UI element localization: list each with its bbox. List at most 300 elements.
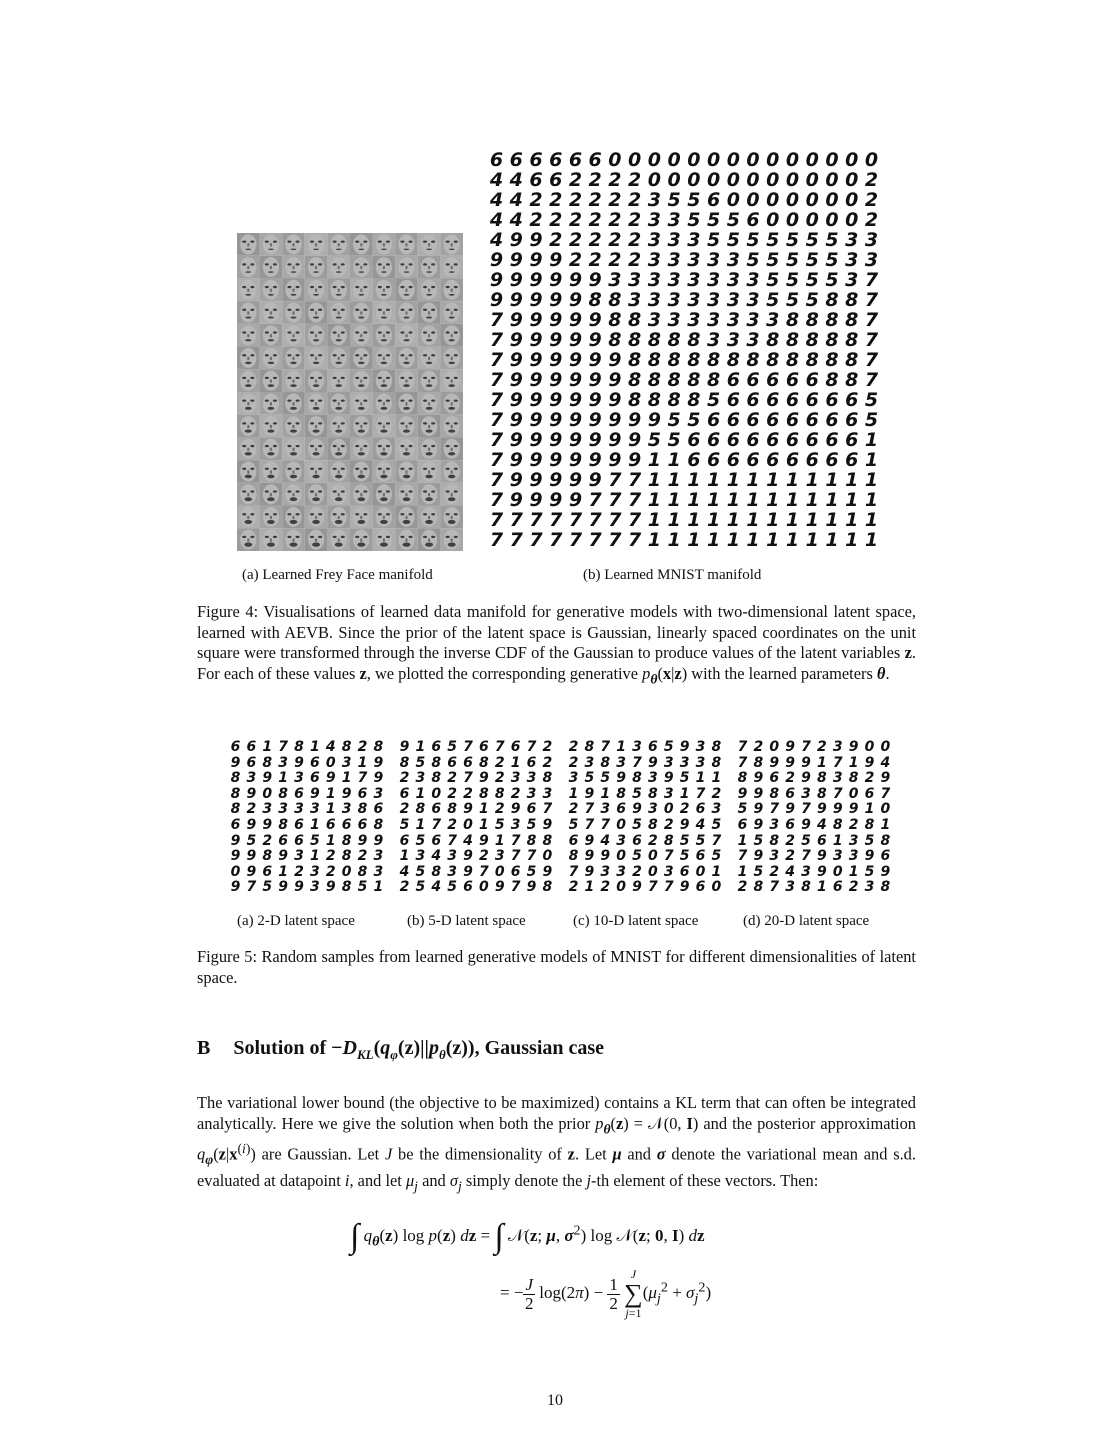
face-tile [350,528,373,551]
sample-digit: 8 [373,816,384,833]
face-tile [327,301,350,324]
mnist-digit: 9 [549,329,563,351]
sample-digit: 6 [817,832,827,849]
mnist-digit: 9 [647,409,661,431]
mnist-digit: 9 [509,469,523,491]
sample-digit: 8 [230,785,241,802]
face-tile [418,347,441,370]
mnist-digit: 9 [588,349,602,371]
mnist-digit: 4 [509,189,523,211]
face-tile [418,506,441,529]
mnist-digit: 7 [628,469,642,491]
mnist-digit: 1 [825,509,839,531]
mnist-grid-row [487,310,881,330]
sample-digit: 2 [600,879,611,896]
sample-digit: 6 [399,785,410,802]
sample-digit: 9 [679,739,690,755]
sample-digit: 3 [373,785,384,802]
mnist-digit: 0 [667,149,681,171]
face-tile [373,392,396,415]
mnist-digit: 5 [805,229,819,251]
sample-row [566,740,724,756]
sample-digit: 1 [568,785,579,802]
sample-digit: 9 [230,879,241,896]
face-tile [440,460,463,483]
sample-digit: 2 [679,801,690,818]
sample-row [228,802,386,818]
mnist-digit: 5 [864,389,879,411]
face-tile [373,278,396,301]
sample-digit: 1 [679,785,690,802]
mnist-digit: 3 [687,249,701,271]
sample-digit: 3 [864,879,875,896]
face-tile [237,460,260,483]
sample-digit: 9 [373,770,384,787]
face-tile [260,278,283,301]
mnist-digit: 7 [489,509,504,531]
mnist-digit: 6 [588,149,602,171]
mnist-digit: 9 [509,429,523,451]
sample-digit: 8 [278,785,288,802]
mnist-digit: 9 [568,429,583,451]
mnist-digit: 0 [805,169,819,191]
face-tile [440,301,463,324]
mnist-digit: 1 [667,529,681,551]
sample-digit: 6 [357,785,368,802]
mnist-digit: 9 [529,429,543,451]
mnist-digit: 5 [805,269,819,291]
figure4-subcaption-b: (b) Learned MNIST manifold [583,567,762,583]
mnist-digit: 3 [687,269,701,291]
mnist-digit: 3 [687,309,701,331]
mnist-digit: 2 [549,229,563,251]
sample-digit: 9 [341,785,352,802]
sample-digit: 9 [817,801,827,818]
sample-digit: 4 [431,848,442,865]
mnist-digit: 0 [825,209,839,231]
mnist-digit: 3 [667,209,681,231]
mnist-digit: 9 [588,329,602,351]
face-tile [305,483,328,506]
sample-digit: 1 [817,879,827,896]
sample-digit: 4 [695,816,706,833]
sample-digit: 3 [663,785,674,802]
sample-digit: 7 [357,770,368,787]
sample-digit: 6 [431,801,442,818]
mnist-digit: 1 [706,509,721,531]
mnist-digit: 5 [805,249,819,271]
sample-digit: 6 [310,770,320,787]
face-tile [373,301,396,324]
sample-digit: 9 [679,879,690,896]
mnist-digit: 6 [687,429,701,451]
sample-digit: 3 [294,848,304,865]
face-tile [373,528,396,551]
face-tile [327,528,350,551]
sample-digit: 1 [415,816,426,833]
sample-row [397,834,555,850]
sample-digit: 3 [447,848,457,865]
sample-digit: 3 [832,848,843,865]
mnist-digit: 6 [785,449,800,471]
mnist-digit: 1 [805,489,819,511]
sample-digit: 2 [663,816,674,833]
mnist-digit: 7 [608,469,622,491]
sample-digit: 3 [568,770,579,787]
sample-digit: 6 [479,739,489,755]
face-tile [237,392,260,415]
sample-digit: 7 [278,739,288,755]
sample-digit: 1 [310,739,320,755]
face-tile [282,233,305,256]
sample-row [735,756,893,772]
mnist-digit: 6 [746,389,760,411]
sample-digit: 0 [616,816,626,833]
mnist-digit: 0 [746,149,760,171]
mnist-digit: 9 [588,269,602,291]
face-tile [237,483,260,506]
sample-digit: 5 [600,770,611,787]
sample-digit: 2 [447,785,457,802]
face-tile [305,233,328,256]
sample-digit: 9 [526,879,537,896]
mnist-digit: 3 [726,309,740,331]
sample-digit: 9 [753,816,764,833]
sample-digit: 3 [711,801,722,818]
sample-digit: 5 [679,848,690,865]
mnist-digit: 3 [726,329,740,351]
sample-digit: 5 [753,832,764,849]
mnist-digit: 2 [608,249,622,271]
mnist-digit: 1 [687,529,701,551]
mnist-digit: 8 [667,349,681,371]
mnist-digit: 7 [864,369,879,391]
mnist-digit: 3 [647,209,661,231]
mnist-digit: 0 [845,149,859,171]
mnist-digit: 0 [766,149,780,171]
face-tile [440,233,463,256]
mnist-digit: 1 [785,469,800,491]
mnist-digit: 9 [549,249,563,271]
mnist-digit: 0 [845,169,859,191]
face-tile [350,347,373,370]
mnist-digit: 3 [864,249,879,271]
mnist-digit: 1 [667,489,681,511]
mnist-digit: 1 [845,509,859,531]
mnist-digit: 8 [647,329,661,351]
mnist-grid-row [487,430,881,450]
mnist-digit: 6 [706,409,721,431]
sample-digit: 6 [864,785,875,802]
sample-digit: 8 [341,848,352,865]
mnist-digit: 9 [628,429,642,451]
mnist-digit: 9 [588,369,602,391]
sample-digit: 9 [479,770,489,787]
sample-digit: 8 [542,832,553,849]
sample-digit: 6 [785,785,795,802]
sample-digit: 1 [832,832,843,849]
sample-digit: 5 [262,879,273,896]
mnist-digit: 8 [687,389,701,411]
sample-digit: 7 [663,848,674,865]
mnist-digit: 1 [706,469,721,491]
mnist-digit: 1 [726,489,740,511]
mnist-grid-row [487,250,881,270]
mnist-digit: 1 [845,489,859,511]
sample-digit: 3 [542,785,553,802]
sample-digit: 7 [246,879,257,896]
face-tile [350,392,373,415]
sample-digit: 5 [632,785,642,802]
face-tile [440,415,463,438]
mnist-digit: 2 [529,209,543,231]
sample-digit: 8 [526,832,537,849]
sample-digit: 9 [278,879,288,896]
mnist-digit: 2 [588,189,602,211]
mnist-digit: 6 [489,149,504,171]
mnist-digit: 1 [726,469,740,491]
face-tile [282,483,305,506]
mnist-digit: 7 [489,329,504,351]
mnist-digit: 1 [667,509,681,531]
mnist-digit: 8 [608,329,622,351]
face-tile [440,506,463,529]
mnist-digit: 5 [785,249,800,271]
sample-digit: 7 [632,754,642,771]
mnist-digit: 7 [568,529,583,551]
face-tile [305,324,328,347]
face-tile [260,256,283,279]
mnist-digit: 9 [568,289,583,311]
sample-digit: 7 [600,816,611,833]
mnist-digit: 8 [825,329,839,351]
mnist-digit: 2 [608,209,622,231]
sample-digit: 2 [325,848,336,865]
face-tile [260,415,283,438]
mnist-digit: 7 [489,409,504,431]
sample-digit: 9 [880,863,891,880]
face-tile [418,437,441,460]
mnist-digit: 9 [529,329,543,351]
sample-digit: 5 [695,832,706,849]
mnist-digit: 3 [766,309,780,331]
mnist-digit: 9 [568,389,583,411]
sample-digit: 9 [278,848,288,865]
sample-digit: 7 [584,816,595,833]
sample-digit: 1 [848,863,859,880]
sample-digit: 4 [817,816,827,833]
mnist-digit: 7 [489,389,504,411]
sample-digit: 5 [494,816,505,833]
mnist-digit: 7 [489,489,504,511]
mnist-digit: 6 [726,369,740,391]
mnist-digit: 9 [509,289,523,311]
mnist-digit: 3 [845,229,859,251]
sample-digit: 9 [737,785,748,802]
face-tile [327,483,350,506]
mnist-digit: 6 [726,409,740,431]
mnist-digit: 5 [766,229,780,251]
sample-digit: 6 [310,754,320,771]
mnist-digit: 6 [746,449,760,471]
sample-digit: 3 [526,770,537,787]
mnist-digit: 1 [864,509,879,531]
mnist-digit: 0 [766,169,780,191]
mnist-digit: 6 [746,429,760,451]
sample-digit: 9 [399,739,410,755]
sample-digit: 1 [737,832,748,849]
face-tile [260,301,283,324]
mnist-digit: 6 [845,429,859,451]
sample-digit: 4 [399,863,410,880]
face-tile [373,437,396,460]
sample-digit: 2 [769,863,780,880]
mnist-digit: 6 [687,449,701,471]
mnist-digit: 9 [568,329,583,351]
sample-digit: 8 [479,785,489,802]
mnist-digit: 9 [608,449,622,471]
sample-digit: 6 [431,832,442,849]
sample-digit: 6 [463,879,473,896]
mnist-grid-row [487,150,881,170]
face-tile [237,506,260,529]
sample-digit: 9 [753,785,764,802]
mnist-digit: 3 [667,289,681,311]
mnist-digit: 9 [588,469,602,491]
mnist-digit: 3 [667,229,681,251]
mnist-digit: 5 [667,189,681,211]
sample-digit: 8 [230,801,241,818]
mnist-digit: 3 [647,249,661,271]
sample-digit: 3 [341,801,352,818]
sample-digit: 8 [357,863,368,880]
mnist-digit: 2 [568,169,583,191]
sample-digit: 9 [262,816,273,833]
sample-row [397,787,555,803]
sample-digit: 9 [325,770,336,787]
mnist-digit: 3 [628,269,642,291]
mnist-digit: 9 [549,269,563,291]
sample-digit: 8 [373,739,384,755]
sample-row [397,740,555,756]
mnist-digit: 8 [706,369,721,391]
face-tile [395,415,418,438]
sample-row [397,802,555,818]
sample-digit: 9 [357,832,368,849]
face-tile [282,392,305,415]
face-tile [327,460,350,483]
mnist-digit: 7 [489,349,504,371]
figure5-subcaption-a: (a) 2-D latent space [237,913,355,929]
sample-digit: 6 [373,801,384,818]
sample-digit: 3 [679,754,690,771]
sample-digit: 8 [769,785,780,802]
face-tile [260,437,283,460]
sample-digit: 2 [357,739,368,755]
sample-digit: 8 [278,816,288,833]
sample-digit: 9 [463,863,473,880]
sample-digit: 9 [801,770,811,787]
face-tile [327,415,350,438]
sample-digit: 2 [737,879,748,896]
mnist-digit: 1 [766,509,780,531]
sample-digit: 2 [399,879,410,896]
sample-digit: 5 [568,816,579,833]
sample-digit: 9 [262,770,273,787]
sample-digit: 9 [479,832,489,849]
sample-row [735,740,893,756]
sample-digit: 2 [711,785,722,802]
mnist-digit: 9 [549,349,563,371]
mnist-digit: 7 [628,529,642,551]
sample-digit: 6 [294,785,304,802]
sample-digit: 3 [648,770,658,787]
mnist-digit: 7 [549,509,563,531]
mnist-grid-row [487,190,881,210]
sample-digit: 9 [294,879,304,896]
mnist-digit: 2 [864,189,879,211]
sample-row [735,802,893,818]
sample-row [566,787,724,803]
figure5-subcaption-c: (c) 10-D latent space [573,913,699,929]
mnist-digit: 0 [845,189,859,211]
sample-digit: 7 [542,801,553,818]
mnist-digit: 1 [647,449,661,471]
mnist-digit: 5 [785,229,800,251]
sample-digit: 0 [494,863,505,880]
face-tile [282,369,305,392]
face-tile [282,347,305,370]
mnist-digit: 2 [588,209,602,231]
sample-digit: 3 [278,801,288,818]
mnist-digit: 8 [845,289,859,311]
face-tile [350,301,373,324]
mnist-digit: 3 [864,229,879,251]
sample-digit: 8 [864,816,875,833]
face-tile [327,437,350,460]
sample-digit: 8 [399,754,410,771]
mnist-digit: 3 [706,269,721,291]
mnist-digit: 7 [509,509,523,531]
face-tile [418,278,441,301]
section-b-letter: B [197,1037,211,1059]
sample-digit: 5 [632,816,642,833]
mnist-digit: 6 [549,149,563,171]
sample-digit: 1 [510,754,521,771]
mnist-digit: 0 [825,149,839,171]
face-tile [260,324,283,347]
face-tile [395,392,418,415]
mnist-digit: 8 [667,369,681,391]
face-tile [373,415,396,438]
mnist-digit: 4 [489,229,504,251]
face-tile [350,256,373,279]
sample-digit: 3 [415,770,426,787]
mnist-digit: 1 [864,529,879,551]
face-tile [373,483,396,506]
sample-block [566,740,724,896]
sample-digit: 6 [447,754,457,771]
mnist-digit: 1 [706,529,721,551]
face-tile [373,506,396,529]
mnist-digit: 0 [726,189,740,211]
sample-digit: 6 [616,801,626,818]
sample-row [228,818,386,834]
mnist-digit: 1 [726,509,740,531]
mnist-grid-row [487,470,881,490]
mnist-digit: 3 [845,269,859,291]
mnist-digit: 9 [509,489,523,511]
